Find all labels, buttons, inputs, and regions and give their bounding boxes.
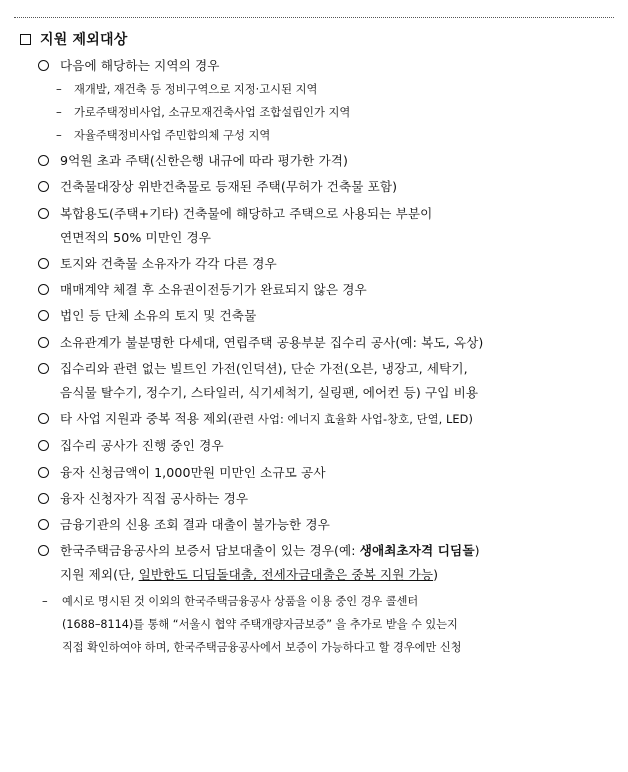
list-item: [20, 407, 616, 432]
list-item-segment: ): [433, 567, 439, 583]
list-item: [20, 461, 616, 485]
list-item: [20, 434, 616, 458]
list-item-text: 9억원 초과 주택(신한은행 내규에 따라 평가한 가격): [60, 153, 349, 169]
list-item-text: 다음에 해당하는 지역의 경우: [60, 58, 220, 73]
document-body: [20, 26, 616, 659]
list-item: [20, 278, 616, 302]
list-item-text: 금융기관의 신용 조회 결과 대출이 불가능한 경우: [60, 517, 330, 533]
list-item-text: [60, 202, 432, 250]
list-item-text: 매매계약 체결 후 소유권이전등기가 완료되지 않은 경우: [60, 282, 367, 298]
dash-bullet: –: [56, 128, 62, 143]
list-item-line: 복합용도(주택+기타) 건축물에 해당하고 주택으로 사용되는 부분이: [60, 205, 433, 221]
list-item: [20, 331, 616, 355]
underlined-exception: 일반한도 디딤돌대출, 전세자금대출은 중복 지원 가능: [138, 567, 434, 583]
dash-bullet: –: [42, 594, 48, 608]
list-item-text: 소유관계가 불분명한 다세대, 연립주택 공용부분 집수리 공사(예: 복도, 옥상): [60, 334, 484, 350]
list-item-segment: 타 사업 지원과 중복 적용 제외: [60, 411, 228, 427]
circle-bullet-icon: [38, 493, 49, 504]
list-item-text: 융자 신청자가 직접 공사하는 경우: [60, 490, 249, 506]
list-item-text: [60, 357, 478, 405]
list-item: [20, 54, 616, 78]
list-item: [20, 202, 616, 250]
circle-bullet-icon: [38, 181, 49, 192]
dash-bullet: –: [56, 82, 62, 97]
list-item: [20, 513, 616, 537]
sub-list-item-text: 가로주택정비사업, 소규모재건축사업 조합설립인가 지역: [74, 106, 351, 120]
note-line: (1688–8114)를 통해 “서울시 협약 주택개량자금보증” 을 추가로 받을 수 있는지: [62, 617, 458, 631]
list-item: [20, 304, 616, 328]
circle-bullet-icon: [38, 413, 49, 424]
circle-bullet-icon: [38, 258, 49, 269]
list-item-text: 집수리 공사가 진행 중인 경우: [60, 438, 224, 454]
related-projects-note: (관련 사업: 에너지 효율화 사업-창호, 단열, LED): [227, 413, 473, 427]
list-item-text: 토지와 건축물 소유자가 각각 다른 경우: [60, 256, 277, 272]
dash-bullet: –: [56, 105, 62, 120]
sub-list-item-text: 자율주택정비사업 주민합의체 구성 지역: [74, 129, 271, 143]
note-line: 직접 확인하여야 하며, 한국주택금융공사에서 보증이 가능하다고 할 경우에만 신청: [62, 640, 462, 654]
emphasis-product-name: 생애최초자격 디딤돌: [359, 543, 475, 559]
circle-bullet-icon: [38, 155, 49, 166]
sub-list-item: [20, 124, 616, 147]
list-item-segment: 지원 제외(단,: [60, 567, 139, 583]
section-heading: [20, 26, 616, 52]
circle-bullet-icon: [38, 363, 49, 374]
list-item-text: 건축물대장상 위반건축물로 등재된 주택(무허가 건축물 포함): [60, 179, 398, 195]
top-dotted-rule: [14, 17, 614, 18]
square-bullet-icon: [20, 34, 31, 45]
list-item-line: 연면적의 50% 미만인 경우: [60, 229, 211, 245]
list-item-segment: 한국주택금융공사의 보증서 담보대출이 있는 경우(예:: [60, 543, 360, 559]
list-item-text: [60, 539, 480, 587]
list-item-text: [60, 407, 473, 432]
circle-bullet-icon: [38, 60, 49, 71]
list-item: [20, 149, 616, 173]
circle-bullet-icon: [38, 545, 49, 556]
note-item: [20, 590, 616, 659]
list-item-line: [60, 563, 480, 587]
list-item: [20, 252, 616, 276]
circle-bullet-icon: [38, 284, 49, 295]
list-item-segment: ): [474, 543, 480, 559]
circle-bullet-icon: [38, 440, 49, 451]
list-item-text: 법인 등 단체 소유의 토지 및 건축물: [60, 308, 257, 324]
list-item: [20, 539, 616, 587]
list-item-line: 음식물 탈수기, 정수기, 스타일러, 식기세척기, 실링팬, 에어컨 등) 구입 비용: [60, 385, 479, 401]
circle-bullet-icon: [38, 310, 49, 321]
list-item: [20, 487, 616, 511]
note-text: [62, 590, 461, 659]
list-item-line: [60, 539, 480, 563]
list-item-text: 융자 신청금액이 1,000만원 미만인 소규모 공사: [60, 464, 326, 480]
circle-bullet-icon: [38, 337, 49, 348]
sub-list-item: [20, 78, 616, 101]
sub-list-item-text: 재개발, 재건축 등 정비구역으로 지정·고시된 지역: [74, 83, 318, 97]
section-heading-text: 지원 제외대상: [40, 32, 128, 48]
list-item: [20, 357, 616, 405]
note-line: 예시로 명시된 것 이외의 한국주택금융공사 상품을 이용 중인 경우 콜센터: [62, 594, 419, 608]
sub-list-item: [20, 101, 616, 124]
circle-bullet-icon: [38, 467, 49, 478]
list-item: [20, 175, 616, 199]
circle-bullet-icon: [38, 519, 49, 530]
circle-bullet-icon: [38, 208, 49, 219]
list-item-line: 집수리와 관련 없는 빌트인 가전(인덕션), 단순 가전(오븐, 냉장고, 세탁기,: [60, 360, 468, 376]
